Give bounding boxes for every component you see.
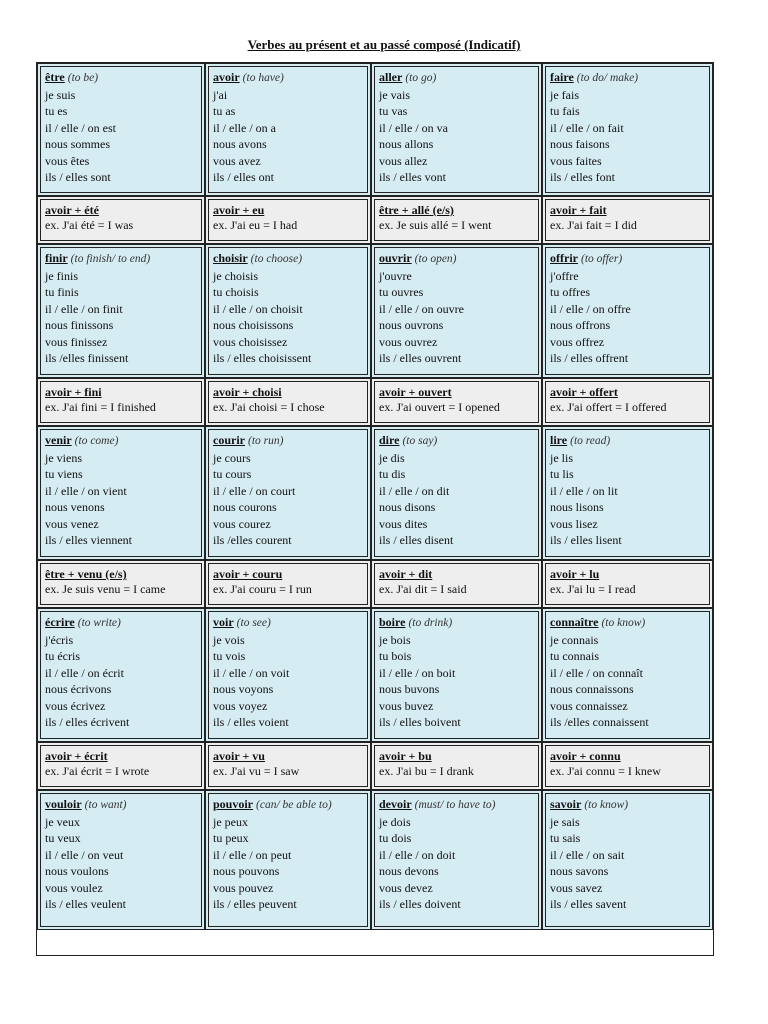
page-title: Verbes au présent et au passé composé (Indicatif) bbox=[247, 37, 521, 52]
conjugated-form: il / elle / on fait bbox=[550, 120, 624, 135]
verb-heading bbox=[213, 69, 364, 87]
conjugated-form: je vois bbox=[213, 632, 245, 647]
passe-compose-cell bbox=[542, 378, 713, 426]
conjugation-cell bbox=[371, 790, 542, 930]
conjugated-form: vous choisissez bbox=[213, 334, 288, 349]
conjugated-form: j'offre bbox=[550, 268, 579, 283]
conjugation-cell bbox=[542, 244, 713, 378]
passe-compose-cell bbox=[371, 196, 542, 244]
conjugated-form: vous courez bbox=[213, 516, 271, 531]
conjugated-form: nous courons bbox=[213, 500, 277, 514]
conjugated-form: tu sais bbox=[550, 831, 581, 845]
auxiliary-participle: avoir + eu bbox=[213, 203, 265, 217]
verb-infinitive: venir bbox=[45, 433, 72, 447]
example-sentence: ex. Je suis allé = I went bbox=[379, 218, 492, 232]
conjugated-form: nous voulons bbox=[45, 864, 109, 878]
passe-compose-cell bbox=[205, 196, 371, 244]
verb-translation: (to know) bbox=[584, 799, 629, 811]
example-sentence: ex. J'ai bu = I drank bbox=[379, 764, 474, 778]
conjugated-form: ils / elles doivent bbox=[379, 897, 461, 911]
conjugated-form: vous lisez bbox=[550, 516, 598, 531]
verb-infinitive: savoir bbox=[550, 797, 582, 811]
conjugated-form: tu ouvres bbox=[379, 285, 424, 299]
conjugated-form: vous devez bbox=[379, 880, 433, 895]
passe-compose-row bbox=[37, 378, 713, 426]
conjugated-form: ils / elles savent bbox=[550, 897, 627, 911]
conjugated-form: ils / elles disent bbox=[379, 533, 454, 547]
conjugated-form: ils /elles connaissent bbox=[550, 715, 649, 729]
conjugation-cell bbox=[37, 608, 205, 742]
conjugated-form: nous connaissons bbox=[550, 682, 634, 696]
conjugation-cell bbox=[371, 426, 542, 560]
example-sentence: ex. J'ai fait = I did bbox=[550, 218, 637, 232]
verb-translation: (to want) bbox=[84, 799, 127, 811]
conjugated-form: je choisis bbox=[213, 268, 258, 283]
example-sentence: ex. J'ai fini = I finished bbox=[45, 400, 156, 414]
verb-row-block bbox=[37, 608, 713, 742]
verb-heading bbox=[379, 69, 535, 87]
passe-compose-cell bbox=[205, 378, 371, 426]
verb-infinitive: vouloir bbox=[45, 797, 82, 811]
verb-heading bbox=[45, 69, 198, 87]
conjugated-form: ils / elles voient bbox=[213, 715, 289, 729]
conjugated-form: je sais bbox=[550, 814, 580, 829]
auxiliary-participle: avoir + vu bbox=[213, 749, 265, 763]
verb-row-block bbox=[37, 426, 713, 560]
verb-translation: (must/ to have to) bbox=[414, 799, 496, 811]
verb-translation: (to offer) bbox=[580, 253, 623, 265]
verb-infinitive: boire bbox=[379, 615, 406, 629]
verb-heading bbox=[379, 250, 535, 268]
conjugated-form: ils /elles courent bbox=[213, 533, 292, 547]
verb-translation: (to run) bbox=[248, 435, 284, 447]
verb-heading bbox=[213, 250, 364, 268]
conjugation-cell bbox=[205, 608, 371, 742]
conjugated-form: je cours bbox=[213, 450, 251, 465]
verb-heading bbox=[45, 250, 198, 268]
passe-compose-cell bbox=[542, 560, 713, 608]
verb-table bbox=[36, 62, 714, 956]
verb-heading bbox=[550, 614, 706, 632]
verb-translation: (to drink) bbox=[408, 617, 453, 629]
conjugated-form: nous avons bbox=[213, 137, 267, 151]
verb-translation: (to open) bbox=[414, 253, 457, 265]
passe-compose-cell bbox=[37, 196, 205, 244]
conjugated-form: il / elle / on peut bbox=[213, 847, 292, 862]
example-sentence: ex. J'ai été = I was bbox=[45, 218, 134, 232]
conjugated-form: il / elle / on dit bbox=[379, 483, 450, 498]
passe-compose-cell bbox=[37, 378, 205, 426]
auxiliary-participle: avoir + écrit bbox=[45, 749, 108, 763]
conjugated-form: nous sommes bbox=[45, 137, 111, 151]
verb-infinitive: finir bbox=[45, 251, 68, 265]
conjugated-form: il / elle / on offre bbox=[550, 301, 631, 316]
conjugated-form: tu écris bbox=[45, 649, 80, 663]
verb-heading bbox=[379, 796, 535, 814]
conjugated-form: tu connais bbox=[550, 649, 599, 663]
conjugated-form: je dois bbox=[379, 814, 411, 829]
auxiliary-participle: avoir + connu bbox=[550, 749, 621, 763]
auxiliary-participle: avoir + été bbox=[45, 203, 99, 217]
auxiliary-participle: avoir + fini bbox=[45, 385, 102, 399]
conjugated-form: je dis bbox=[379, 450, 405, 465]
conjugation-cell bbox=[542, 790, 713, 930]
conjugated-form: j'écris bbox=[45, 632, 74, 647]
passe-compose-row bbox=[37, 742, 713, 790]
conjugated-form: vous ouvrez bbox=[379, 334, 438, 349]
verb-infinitive: voir bbox=[213, 615, 234, 629]
passe-compose-cell bbox=[37, 742, 205, 790]
verb-infinitive: être bbox=[45, 70, 65, 84]
conjugated-form: vous dites bbox=[379, 516, 428, 531]
verb-translation: (to do/ make) bbox=[576, 72, 639, 84]
passe-compose-cell bbox=[371, 742, 542, 790]
verb-row-block bbox=[37, 790, 713, 930]
conjugated-form: nous lisons bbox=[550, 500, 604, 514]
conjugation-cell bbox=[37, 244, 205, 378]
conjugated-form: je suis bbox=[45, 87, 76, 102]
verb-heading bbox=[550, 69, 706, 87]
conjugation-cell bbox=[37, 426, 205, 560]
verb-infinitive: écrire bbox=[45, 615, 75, 629]
verb-translation: (to be) bbox=[67, 72, 99, 84]
conjugated-form: nous savons bbox=[550, 864, 609, 878]
conjugated-form: ils /elles finissent bbox=[45, 351, 129, 365]
passe-compose-cell bbox=[205, 560, 371, 608]
passe-compose-cell bbox=[371, 378, 542, 426]
conjugated-form: ils / elles viennent bbox=[45, 533, 132, 547]
conjugated-form: ils / elles écrivent bbox=[45, 715, 130, 729]
conjugated-form: nous finissons bbox=[45, 318, 114, 332]
passe-compose-cell bbox=[371, 560, 542, 608]
conjugated-form: il / elle / on écrit bbox=[45, 665, 124, 680]
conjugated-form: je veux bbox=[45, 814, 80, 829]
verb-row-block bbox=[37, 244, 713, 378]
conjugated-form: il / elle / on vient bbox=[45, 483, 127, 498]
verb-infinitive: choisir bbox=[213, 251, 248, 265]
verb-infinitive: courir bbox=[213, 433, 245, 447]
conjugated-form: tu dois bbox=[379, 831, 412, 845]
conjugated-form: tu finis bbox=[45, 285, 79, 299]
conjugated-form: j'ai bbox=[213, 87, 228, 102]
auxiliary-participle: avoir + bu bbox=[379, 749, 432, 763]
conjugated-form: vous allez bbox=[379, 153, 428, 168]
auxiliary-participle: avoir + offert bbox=[550, 385, 618, 399]
conjugated-form: vous faites bbox=[550, 153, 602, 168]
passe-compose-cell bbox=[205, 742, 371, 790]
conjugated-form: vous voulez bbox=[45, 880, 103, 895]
conjugated-form: nous voyons bbox=[213, 682, 274, 696]
verb-infinitive: lire bbox=[550, 433, 568, 447]
conjugated-form: ils / elles vont bbox=[379, 170, 446, 184]
conjugated-form: il / elle / on lit bbox=[550, 483, 618, 498]
example-sentence: ex. J'ai choisi = I chose bbox=[213, 400, 325, 414]
verb-translation: (to write) bbox=[77, 617, 121, 629]
conjugated-form: ils / elles veulent bbox=[45, 897, 126, 911]
example-sentence: ex. J'ai lu = I read bbox=[550, 582, 636, 596]
conjugated-form: il / elle / on va bbox=[379, 120, 448, 135]
conjugated-form: tu cours bbox=[213, 467, 252, 481]
verb-translation: (can/ be able to) bbox=[256, 799, 332, 811]
conjugated-form: tu offres bbox=[550, 285, 591, 299]
verb-heading bbox=[550, 432, 706, 450]
conjugated-form: ils / elles peuvent bbox=[213, 897, 297, 911]
verb-infinitive: devoir bbox=[379, 797, 412, 811]
conjugation-cell bbox=[205, 244, 371, 378]
auxiliary-participle: avoir + fait bbox=[550, 203, 607, 217]
conjugated-form: nous devons bbox=[379, 864, 439, 878]
verb-translation: (to finish/ to end) bbox=[70, 253, 151, 265]
conjugation-cell bbox=[371, 63, 542, 196]
conjugated-form: je fais bbox=[550, 87, 579, 102]
conjugated-form: tu vas bbox=[379, 104, 408, 118]
conjugated-form: tu choisis bbox=[213, 285, 259, 299]
conjugated-form: tu dis bbox=[379, 467, 406, 481]
verb-infinitive: pouvoir bbox=[213, 797, 254, 811]
conjugated-form: nous venons bbox=[45, 500, 105, 514]
conjugated-form: vous savez bbox=[550, 880, 603, 895]
conjugated-form: tu lis bbox=[550, 467, 574, 481]
auxiliary-participle: être + allé (e/s) bbox=[379, 203, 454, 217]
verb-translation: (to come) bbox=[74, 435, 119, 447]
conjugated-form: tu as bbox=[213, 104, 236, 118]
conjugated-form: vous connaissez bbox=[550, 698, 628, 713]
conjugated-form: j'ouvre bbox=[379, 268, 412, 283]
verb-infinitive: offrir bbox=[550, 251, 578, 265]
conjugation-cell bbox=[371, 244, 542, 378]
conjugated-form: nous offrons bbox=[550, 318, 611, 332]
conjugated-form: nous pouvons bbox=[213, 864, 280, 878]
conjugated-form: ils / elles offrent bbox=[550, 351, 629, 365]
conjugated-form: je bois bbox=[379, 632, 411, 647]
verb-heading bbox=[379, 614, 535, 632]
conjugated-form: il / elle / on ouvre bbox=[379, 301, 464, 316]
conjugated-form: vous venez bbox=[45, 516, 99, 531]
conjugated-form: tu bois bbox=[379, 649, 412, 663]
conjugation-cell bbox=[205, 63, 371, 196]
verb-translation: (to see) bbox=[236, 617, 271, 629]
conjugated-form: vous finissez bbox=[45, 334, 108, 349]
conjugated-form: ils / elles font bbox=[550, 170, 615, 184]
verb-heading bbox=[213, 796, 364, 814]
example-sentence: ex. J'ai connu = I knew bbox=[550, 764, 661, 778]
conjugated-form: il / elle / on sait bbox=[550, 847, 625, 862]
example-sentence: ex. J'ai eu = I had bbox=[213, 218, 298, 232]
conjugated-form: ils / elles boivent bbox=[379, 715, 461, 729]
verb-translation: (to read) bbox=[570, 435, 611, 447]
conjugated-form: vous êtes bbox=[45, 153, 90, 168]
conjugated-form: ils / elles ouvrent bbox=[379, 351, 462, 365]
conjugated-form: vous pouvez bbox=[213, 880, 274, 895]
conjugated-form: nous faisons bbox=[550, 137, 610, 151]
verb-heading bbox=[45, 614, 198, 632]
verb-translation: (to say) bbox=[402, 435, 438, 447]
conjugated-form: tu es bbox=[45, 104, 68, 118]
auxiliary-participle: avoir + choisi bbox=[213, 385, 282, 399]
verb-infinitive: ouvrir bbox=[379, 251, 412, 265]
verb-translation: (to have) bbox=[242, 72, 284, 84]
example-sentence: ex. J'ai écrit = I wrote bbox=[45, 764, 150, 778]
verb-heading bbox=[379, 432, 535, 450]
conjugated-form: vous écrivez bbox=[45, 698, 106, 713]
auxiliary-participle: avoir + lu bbox=[550, 567, 600, 581]
conjugated-form: vous voyez bbox=[213, 698, 268, 713]
verb-infinitive: aller bbox=[379, 70, 403, 84]
auxiliary-participle: être + venu (e/s) bbox=[45, 567, 127, 581]
example-sentence: ex. J'ai vu = I saw bbox=[213, 764, 300, 778]
auxiliary-participle: avoir + couru bbox=[213, 567, 283, 581]
verb-heading bbox=[213, 614, 364, 632]
verb-translation: (to go) bbox=[405, 72, 437, 84]
verb-heading bbox=[213, 432, 364, 450]
passe-compose-row bbox=[37, 196, 713, 244]
conjugated-form: nous allons bbox=[379, 137, 434, 151]
example-sentence: ex. J'ai dit = I said bbox=[379, 582, 467, 596]
conjugated-form: tu fais bbox=[550, 104, 580, 118]
conjugated-form: tu viens bbox=[45, 467, 83, 481]
conjugated-form: tu veux bbox=[45, 831, 81, 845]
passe-compose-row bbox=[37, 560, 713, 608]
conjugation-cell bbox=[37, 790, 205, 930]
verb-heading bbox=[45, 432, 198, 450]
verb-heading bbox=[550, 250, 706, 268]
conjugated-form: il / elle / on choisit bbox=[213, 301, 303, 316]
conjugation-cell bbox=[37, 63, 205, 196]
conjugated-form: nous écrivons bbox=[45, 682, 112, 696]
conjugated-form: nous disons bbox=[379, 500, 436, 514]
conjugated-form: je finis bbox=[45, 268, 78, 283]
conjugated-form: nous buvons bbox=[379, 682, 440, 696]
passe-compose-cell bbox=[37, 560, 205, 608]
conjugation-cell bbox=[542, 608, 713, 742]
conjugation-cell bbox=[542, 426, 713, 560]
conjugated-form: tu vois bbox=[213, 649, 246, 663]
conjugated-form: il / elle / on court bbox=[213, 483, 296, 498]
conjugated-form: nous choisissons bbox=[213, 318, 294, 332]
conjugated-form: il / elle / on a bbox=[213, 120, 276, 135]
conjugated-form: je peux bbox=[213, 814, 248, 829]
conjugated-form: vous offrez bbox=[550, 334, 605, 349]
conjugated-form: il / elle / on doit bbox=[379, 847, 456, 862]
conjugated-form: vous avez bbox=[213, 153, 261, 168]
verb-infinitive: dire bbox=[379, 433, 400, 447]
auxiliary-participle: avoir + dit bbox=[379, 567, 433, 581]
example-sentence: ex. J'ai offert = I offered bbox=[550, 400, 667, 414]
verb-row-block bbox=[37, 63, 713, 196]
passe-compose-cell bbox=[542, 742, 713, 790]
passe-compose-cell bbox=[542, 196, 713, 244]
example-sentence: ex. Je suis venu = I came bbox=[45, 582, 166, 596]
verb-infinitive: avoir bbox=[213, 70, 240, 84]
conjugated-form: ils / elles sont bbox=[45, 170, 111, 184]
conjugated-form: ils / elles choisissent bbox=[213, 351, 312, 365]
conjugated-form: je connais bbox=[550, 632, 599, 647]
verb-infinitive: faire bbox=[550, 70, 574, 84]
verb-translation: (to choose) bbox=[250, 253, 303, 265]
conjugated-form: je viens bbox=[45, 450, 82, 465]
conjugated-form: je lis bbox=[550, 450, 573, 465]
conjugated-form: ils / elles ont bbox=[213, 170, 274, 184]
conjugated-form: il / elle / on boit bbox=[379, 665, 456, 680]
conjugated-form: il / elle / on finit bbox=[45, 301, 123, 316]
verb-infinitive: connaître bbox=[550, 615, 599, 629]
conjugated-form: ils / elles lisent bbox=[550, 533, 622, 547]
verb-translation: (to know) bbox=[601, 617, 646, 629]
example-sentence: ex. J'ai ouvert = I opened bbox=[379, 400, 500, 414]
conjugated-form: il / elle / on voit bbox=[213, 665, 290, 680]
conjugation-cell bbox=[371, 608, 542, 742]
conjugated-form: il / elle / on est bbox=[45, 120, 116, 135]
conjugated-form: tu peux bbox=[213, 831, 249, 845]
conjugated-form: je vais bbox=[379, 87, 410, 102]
conjugation-cell bbox=[542, 63, 713, 196]
verb-heading bbox=[550, 796, 706, 814]
conjugation-cell bbox=[205, 426, 371, 560]
conjugated-form: il / elle / on veut bbox=[45, 847, 124, 862]
auxiliary-participle: avoir + ouvert bbox=[379, 385, 452, 399]
conjugated-form: nous ouvrons bbox=[379, 318, 444, 332]
conjugated-form: il / elle / on connaît bbox=[550, 665, 643, 680]
conjugation-cell bbox=[205, 790, 371, 930]
example-sentence: ex. J'ai couru = I run bbox=[213, 582, 312, 596]
conjugated-form: vous buvez bbox=[379, 698, 434, 713]
verb-heading bbox=[45, 796, 198, 814]
